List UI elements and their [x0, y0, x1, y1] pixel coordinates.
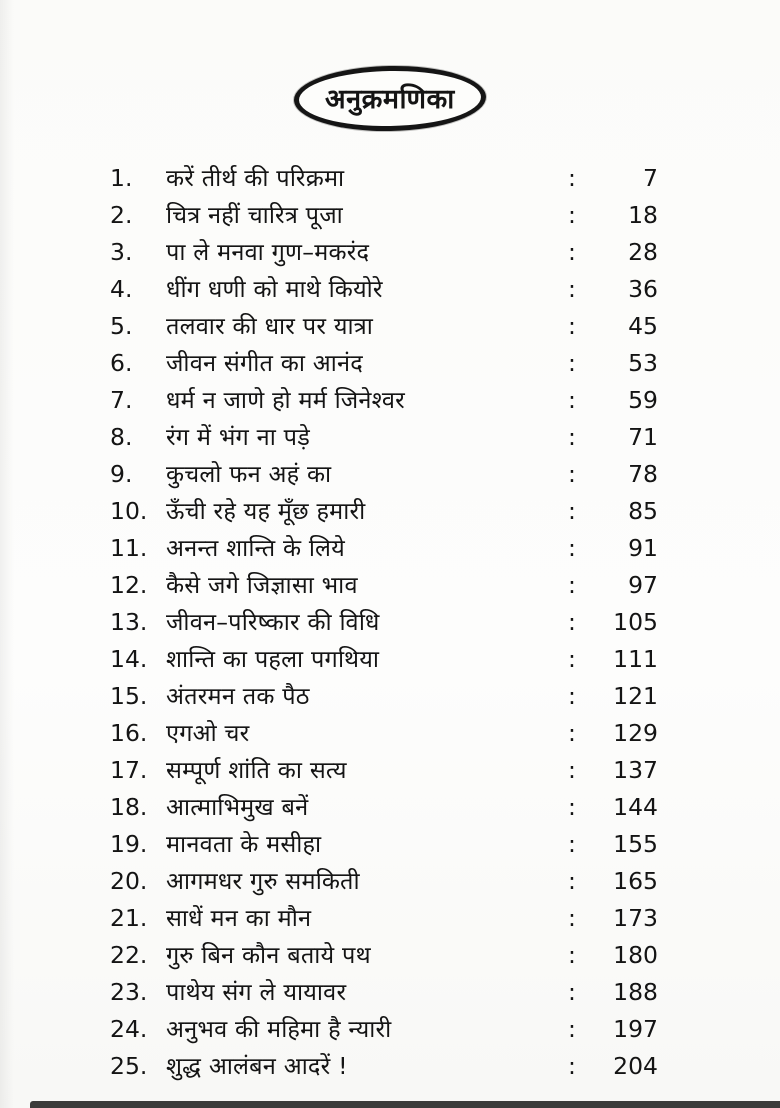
entry-colon: :	[568, 904, 576, 932]
entry-page: 91	[628, 534, 658, 562]
entry-number: 24.	[110, 1015, 148, 1043]
entry-number: 7.	[110, 386, 133, 414]
entry-title: शान्ति का पहला पगथिया	[166, 645, 380, 673]
toc-entry	[110, 456, 658, 493]
entry-page: 144	[613, 793, 658, 821]
entry-colon: :	[568, 497, 576, 525]
scan-edge	[30, 1101, 780, 1108]
entry-page: 121	[613, 682, 658, 710]
entry-colon: :	[568, 460, 576, 488]
toc-entry	[110, 900, 658, 937]
toc-entry	[110, 234, 658, 271]
entry-title: करें तीर्थ की परिक्रमा	[166, 164, 345, 192]
entry-number: 8.	[110, 423, 133, 451]
toc-entry	[110, 863, 658, 900]
toc-entry	[110, 308, 658, 345]
entry-title: धींग धणी को माथे कियोरे	[166, 275, 383, 303]
entry-title: तलवार की धार पर यात्रा	[166, 312, 373, 340]
entry-number: 22.	[110, 941, 148, 969]
entry-title: सम्पूर्ण शांति का सत्य	[166, 756, 347, 784]
toc-entry	[110, 419, 658, 456]
entry-colon: :	[568, 793, 576, 821]
entry-title: कैसे जगे जिज्ञासा भाव	[166, 571, 358, 599]
entry-page: 18	[628, 201, 658, 229]
entry-colon: :	[568, 1015, 576, 1043]
entry-number: 14.	[110, 645, 148, 673]
entry-colon: :	[568, 756, 576, 784]
entry-number: 25.	[110, 1052, 148, 1080]
entry-colon: :	[568, 682, 576, 710]
entry-page: 173	[613, 904, 658, 932]
entry-number: 23.	[110, 978, 148, 1006]
entry-page: 111	[613, 645, 658, 673]
scan-shadow	[0, 0, 14, 1108]
entry-number: 1.	[110, 164, 133, 192]
entry-title: धर्म न जाणे हो मर्म जिनेश्वर	[166, 386, 405, 414]
entry-page: 204	[613, 1052, 658, 1080]
entry-title: पा ले मनवा गुण–मकरंद	[166, 238, 370, 266]
toc-entry	[110, 197, 658, 234]
toc-entry	[110, 530, 658, 567]
title-oval-border	[294, 64, 487, 132]
entry-number: 15.	[110, 682, 148, 710]
entry-title: जीवन–परिष्कार की विधि	[166, 608, 380, 636]
entry-colon: :	[568, 645, 576, 673]
entry-title: अनुभव की महिमा है न्यारी	[166, 1015, 392, 1043]
entry-title: जीवन संगीत का आनंद	[166, 349, 363, 377]
entry-colon: :	[568, 164, 576, 192]
entry-page: 180	[613, 941, 658, 969]
toc-entry	[110, 271, 658, 308]
entry-title: साधें मन का मौन	[166, 904, 312, 932]
toc-entry	[110, 715, 658, 752]
entry-page: 197	[613, 1015, 658, 1043]
entry-number: 19.	[110, 830, 148, 858]
entry-title: शुद्ध आलंबन आदरें !	[166, 1052, 348, 1080]
entry-colon: :	[568, 719, 576, 747]
entry-page: 85	[628, 497, 658, 525]
toc-entry	[110, 1011, 658, 1048]
entry-title: चित्र नहीं चारित्र पूजा	[166, 201, 343, 229]
toc-entry	[110, 604, 658, 641]
entry-number: 16.	[110, 719, 148, 747]
entry-page: 97	[628, 571, 658, 599]
entry-page: 53	[628, 349, 658, 377]
entry-page: 71	[628, 423, 658, 451]
toc-entry	[110, 789, 658, 826]
entry-number: 12.	[110, 571, 148, 599]
entry-number: 9.	[110, 460, 133, 488]
entry-number: 3.	[110, 238, 133, 266]
entry-number: 10.	[110, 497, 148, 525]
toc-entry	[110, 641, 658, 678]
entry-title: एगओ चर	[166, 719, 250, 747]
toc-header	[0, 66, 780, 131]
entry-number: 11.	[110, 534, 148, 562]
entry-page: 129	[613, 719, 658, 747]
toc-entry	[110, 678, 658, 715]
entry-page: 155	[613, 830, 658, 858]
entry-page: 137	[613, 756, 658, 784]
entry-number: 17.	[110, 756, 148, 784]
entry-page: 188	[613, 978, 658, 1006]
entry-title: कुचलो फन अहं का	[166, 460, 332, 488]
toc-list	[110, 160, 658, 1085]
entry-colon: :	[568, 349, 576, 377]
entry-colon: :	[568, 201, 576, 229]
entry-title: अंतरमन तक पैठ	[166, 682, 310, 710]
entry-colon: :	[568, 571, 576, 599]
entry-title: ऊँची रहे यह मूँछ हमारी	[166, 497, 366, 525]
entry-number: 13.	[110, 608, 148, 636]
toc-entry	[110, 567, 658, 604]
entry-colon: :	[568, 830, 576, 858]
entry-colon: :	[568, 238, 576, 266]
entry-colon: :	[568, 978, 576, 1006]
page-title: अनुक्रमणिका	[325, 84, 455, 116]
entry-colon: :	[568, 534, 576, 562]
entry-number: 6.	[110, 349, 133, 377]
entry-title: अनन्त शान्ति के लिये	[166, 534, 345, 562]
entry-title: रंग में भंग ना पड़े	[166, 423, 310, 451]
entry-number: 20.	[110, 867, 148, 895]
entry-colon: :	[568, 423, 576, 451]
entry-number: 2.	[110, 201, 133, 229]
entry-page: 28	[628, 238, 658, 266]
toc-entry	[110, 974, 658, 1011]
toc-entry	[110, 345, 658, 382]
toc-entry	[110, 937, 658, 974]
toc-entry	[110, 160, 658, 197]
entry-colon: :	[568, 1052, 576, 1080]
toc-entry	[110, 752, 658, 789]
entry-page: 7	[643, 164, 658, 192]
toc-entry	[110, 1048, 658, 1085]
entry-number: 5.	[110, 312, 133, 340]
entry-colon: :	[568, 312, 576, 340]
entry-number: 4.	[110, 275, 133, 303]
entry-title: गुरु बिन कौन बताये पथ	[166, 941, 371, 969]
entry-colon: :	[568, 275, 576, 303]
entry-title: आत्माभिमुख बनें	[166, 793, 309, 821]
entry-colon: :	[568, 941, 576, 969]
entry-title: आगमधर गुरु समकिती	[166, 867, 360, 895]
entry-colon: :	[568, 608, 576, 636]
entry-number: 21.	[110, 904, 148, 932]
entry-colon: :	[568, 386, 576, 414]
entry-page: 105	[613, 608, 658, 636]
entry-page: 59	[628, 386, 658, 414]
toc-entry	[110, 382, 658, 419]
entry-title: पाथेय संग ले यायावर	[166, 978, 347, 1006]
entry-page: 36	[628, 275, 658, 303]
entry-colon: :	[568, 867, 576, 895]
toc-entry	[110, 826, 658, 863]
entry-number: 18.	[110, 793, 148, 821]
entry-title: मानवता के मसीहा	[166, 830, 322, 858]
entry-page: 165	[613, 867, 658, 895]
toc-entry	[110, 493, 658, 530]
entry-page: 45	[628, 312, 658, 340]
entry-page: 78	[628, 460, 658, 488]
